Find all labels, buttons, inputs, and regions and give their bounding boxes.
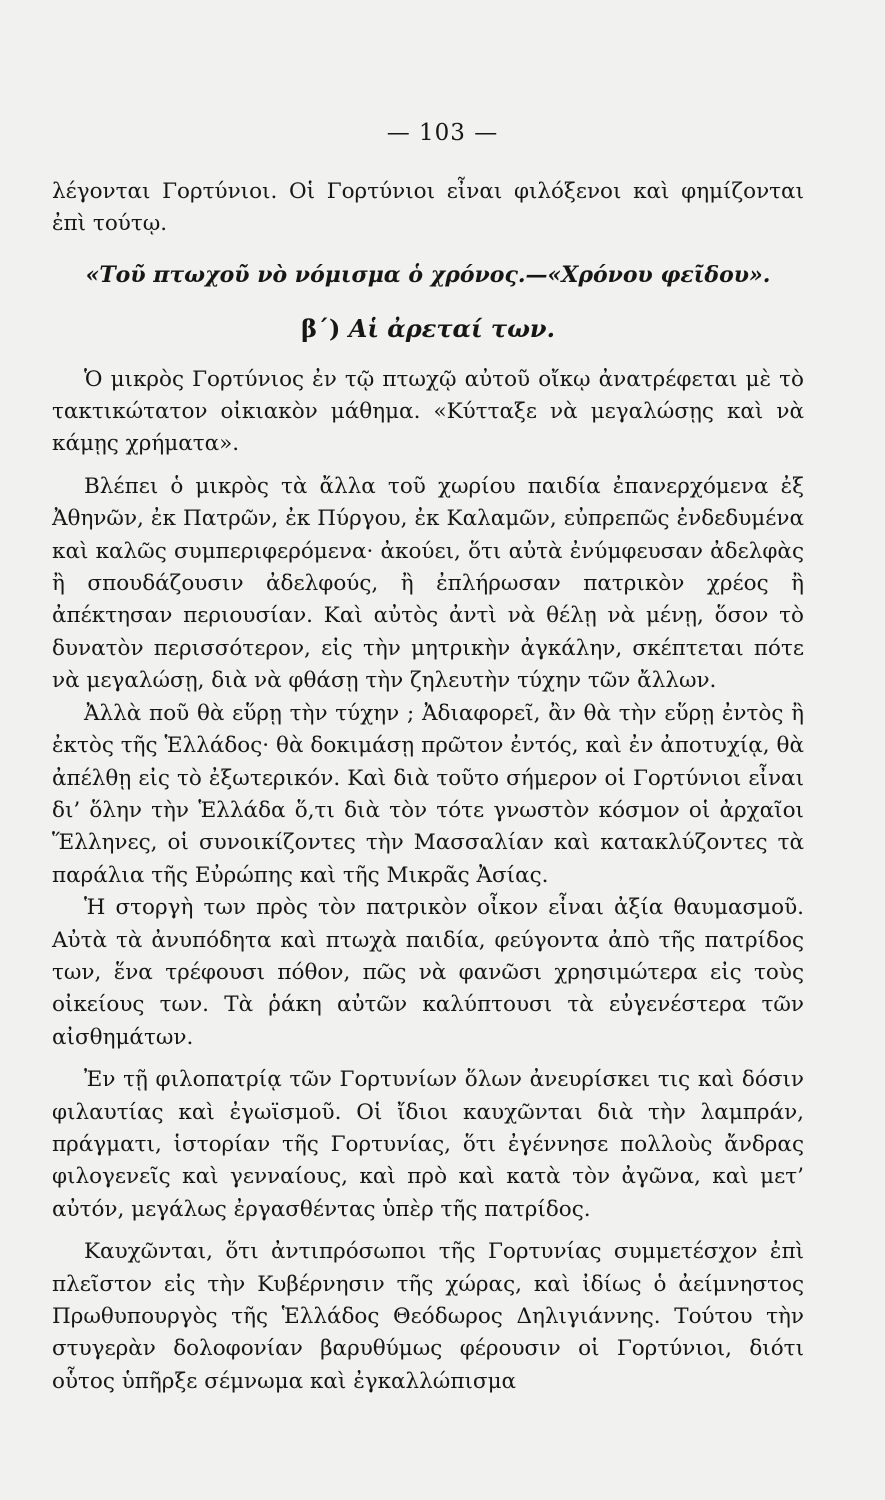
- paragraph-1: Ὁ μικρὸς Γορτύνιος ἐν τῷ πτωχῷ αὐτοῦ οἴκῳ ἀνατρέφεται μὲ τὸ τακτικώτατον οἰκιακὸν μάθημα. «Κύτταξε νὰ μεγαλώσῃς καὶ νὰ κάμῃς χρήματα».: [52, 366, 804, 457]
- page-body: [52, 176, 804, 1398]
- paragraph-intro: λέγονται Γορτύνιοι. Οἱ Γορτύνιοι εἶναι φιλόξενοι καὶ φημίζονται ἐπὶ τούτῳ.: [52, 179, 804, 237]
- paragraph-3: Ἀλλὰ ποῦ θὰ εὕρῃ τὴν τύχην ; Ἀδιαφορεῖ, ἂν θὰ τὴν εὕρῃ ἐντὸς ἢ ἐκτὸς τῆς Ἑλλάδος· θὰ δοκιμάσῃ πρῶτον ἐντός, καὶ ἐν ἀποτυχίᾳ, θὰ ἀπέλθῃ εἰς τὸ ἐξωτερικόν. Καὶ διὰ τοῦτο σήμερον οἱ Γορτύνιοι εἶναι δι’ ὅλην τὴν Ἑλλάδα ὅ,τι διὰ τὸν τότε γνωστὸν κόσμον οἱ ἀρχαῖοι Ἕλληνες, οἱ συνοικίζοντες τὴν Μασσαλίαν καὶ κατακλύζοντες τὰ παράλια τῆς Εὐρώπης καὶ τῆς Μικρᾶς Ἀσίας.: [52, 700, 804, 888]
- proverb-line: «Τοῦ πτωχοῦ νὸ νόμισμα ὁ χρόνος.—«Χρόνου φεῖδου».: [85, 261, 771, 288]
- page-number: — 103 —: [386, 120, 499, 146]
- section-heading: [52, 313, 804, 345]
- section-number: β΄): [301, 314, 341, 344]
- paragraph-6: Καυχῶνται, ὅτι ἀντιπρόσωποι τῆς Γορτυνίας συμμετέσχον ἐπὶ πλεῖστον εἰς τὴν Κυβέρνησιν τῆς χώρας, καὶ ἰδίως ὁ ἀείμνηστος Πρωθυπουργὸς τῆς Ἑλλάδος Θεόδωρος Δηλιγιάννης. Τούτου τὴν στυγερὰν δολοφονίαν βαρυθύμως φέρουσιν οἱ Γορτύνιοι, διότι οὗτος ὑπῆρξε σέμνωμα καὶ ἐγκαλλώπισμα: [52, 1239, 804, 1394]
- section-title: Αἱ ἀρεταί των.: [348, 314, 555, 344]
- paragraph-5: Ἐν τῇ φιλοπατρίᾳ τῶν Γορτυνίων ὅλων ἀνευρίσκει τις καὶ δόσιν φιλαυτίας καὶ ἐγωϊσμοῦ. Οἱ ἴδιοι καυχῶνται διὰ τὴν λαμπράν, πράγματι, ἱστορίαν τῆς Γορτυνίας, ὅτι ἐγέννησε πολλοὺς ἄνδρας φιλογενεῖς καὶ γενναίους, καὶ πρὸ καὶ κατὰ τὸν ἀγῶνα, καὶ μετ’ αὐτόν, μεγάλως ἐργασθέντας ὑπὲρ τῆς πατρίδος.: [52, 1067, 804, 1222]
- paragraph-2: Βλέπει ὁ μικρὸς τὰ ἄλλα τοῦ χωρίου παιδία ἐπανερχόμενα ἐξ Ἀθηνῶν, ἐκ Πατρῶν, ἐκ Πύργου, ἐκ Καλαμῶν, εὐπρεπῶς ἐνδεδυμένα καὶ καλῶς συμπεριφερόμενα· ἀκούει, ὅτι αὐτὰ ἐνύμφευσαν ἀδελφὰς ἢ σπουδάζουσιν ἀδελφούς, ἢ ἐπλήρωσαν πατρικὸν χρέος ἢ ἀπέκτησαν περιουσίαν. Καὶ αὐτὸς ἀντὶ νὰ θέλῃ νὰ μένῃ, ὅσον τὸ δυνατὸν περισσότερον, εἰς τὴν μητρικὴν ἀγκάλην, σκέπτεται πότε νὰ μεγαλώσῃ, διὰ νὰ φθάσῃ τὴν ζηλευτὴν τύχην τῶν ἄλλων.: [52, 473, 804, 694]
- paragraph-4: Ἡ στοργὴ των πρὸς τὸν πατρικὸν οἶκον εἶναι ἀξία θαυμασμοῦ. Αὐτὰ τὰ ἀνυπόδητα καὶ πτωχὰ παιδία, φεύγοντα ἀπὸ τῆς πατρίδος των, ἕνα τρέφουσι πόθον, πῶς νὰ φανῶσι χρησιμώτερα εἰς τοὺς οἰκείους των. Τὰ ῥάκη αὐτῶν καλύπτουσι τὰ εὐγενέστερα τῶν αἰσθημάτων.: [52, 895, 804, 1050]
